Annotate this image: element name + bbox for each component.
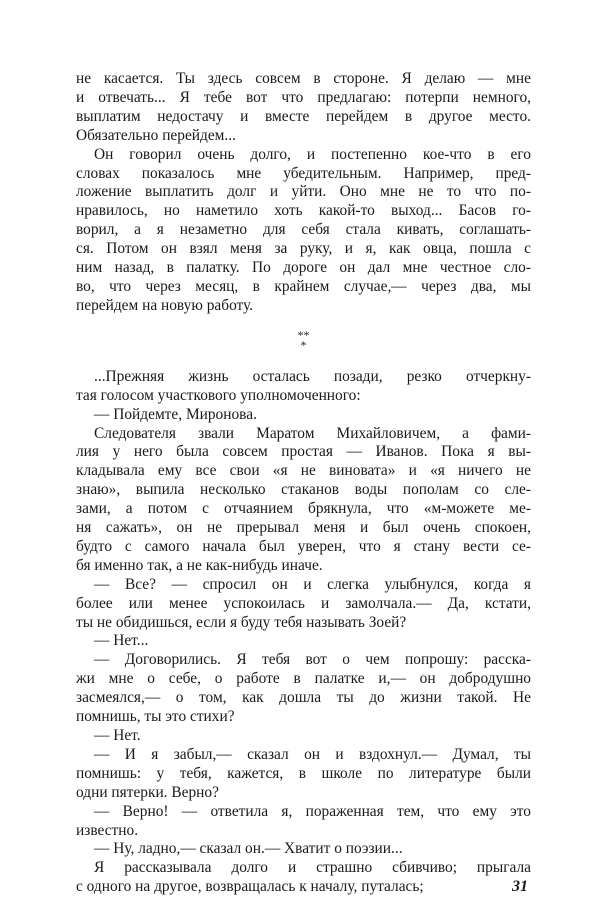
text-line: ня сажать», он не прерывал меня и был очень спокоен,	[76, 519, 531, 537]
text-line: и отвечать... Я тебе вот что предлагаю: потерпи немного,	[76, 88, 531, 106]
paragraph	[76, 727, 531, 746]
paragraph	[76, 632, 531, 651]
book-page	[76, 70, 531, 897]
text-line: известно.	[76, 821, 139, 839]
text-line: — Все? — спросил он и слегка улыбнулся, когда я	[94, 575, 531, 593]
paragraph	[76, 70, 531, 146]
text-line: жи мне о себе, о работе в палатке и,— он добродушно	[76, 670, 531, 688]
paragraph	[76, 146, 531, 316]
text-line: ним назад, в палатку. По дороге он дал мне честное сло-	[76, 259, 531, 277]
paragraph	[76, 368, 531, 406]
text-line: кладывала ему все свои «я не виновата» и «я ничего не	[76, 462, 531, 480]
paragraph	[76, 859, 531, 897]
text-block-top	[76, 70, 531, 316]
text-line: знаю», выпила несколько стаканов воды пополам со сле-	[76, 481, 531, 499]
text-line: одни пятерки. Верно?	[76, 783, 219, 801]
text-block-bottom	[76, 368, 531, 897]
text-line: засмеялся,— о том, как дошла ты до жизни такой. Не	[76, 689, 531, 707]
text-line: ты не обидишься, если я буду тебя называть Зоей?	[76, 613, 407, 631]
text-line: ...Прежняя жизнь осталась позади, резко отчеркну-	[94, 367, 531, 385]
text-line: — И я забыл,— сказал он и вздохнул.— Думал, ты	[94, 745, 531, 763]
text-line: зами, а потом с отчаянием брякнула, что «м-можете ме-	[76, 500, 531, 518]
paragraph	[76, 746, 531, 803]
text-line: не касается. Ты здесь совсем в стороне. Я делаю — мне	[76, 70, 531, 87]
paragraph	[76, 803, 531, 841]
text-line: — Верно! — ответила я, пораженная тем, что ему это	[94, 802, 531, 820]
text-line: бя именно так, а не как-нибудь иначе.	[76, 556, 323, 574]
text-line: помнишь: у тебя, кажется, в школе по литературе были	[76, 764, 531, 782]
text-line: словах показалось мне убедительным. Например, пред-	[76, 164, 531, 182]
text-line: Я рассказывала долго и страшно сбивчиво; прыгала	[94, 859, 531, 877]
separator-stars-bottom: *	[300, 337, 307, 352]
text-line: лия у него была совсем простая — Иванов. Пока я вы-	[76, 443, 531, 461]
text-line: — Договорились. Я тебя вот о чем попрошу: расска-	[94, 651, 531, 669]
text-line: выплатим недостачу и вместе перейдем в другое место.	[76, 107, 531, 125]
text-line: Обязательно перейдем...	[76, 126, 236, 144]
paragraph	[76, 840, 531, 859]
paragraph	[76, 406, 531, 425]
text-line: помнишь, ты это стихи?	[76, 708, 235, 726]
text-line: Он говорил очень долго, и постепенно кое-что в его	[94, 145, 531, 163]
text-line: более или менее успокоилась и замолчала.— Да, кстати,	[76, 594, 531, 612]
text-line: — Нет.	[94, 727, 141, 744]
separator-stars-top: **	[297, 327, 310, 342]
text-line: тая голосом участкового уполномоченного:	[76, 386, 361, 404]
text-line: ложение выплатить долг и уйти. Оно мне не то что по-	[76, 183, 531, 201]
text-line: с одного на другое, возвращалась к началу, путалась;	[76, 878, 424, 896]
text-line: ся. Потом он взял меня за руку, и я, как овца, пошла с	[76, 240, 531, 258]
text-line: — Нет...	[94, 632, 149, 650]
text-line: ворил, а я незаметно для себя стала кивать, соглашать-	[76, 221, 531, 239]
text-line: нравилось, но наметило хоть какой-то выход... Басов го-	[76, 202, 531, 220]
text-line: — Пойдемте, Миронова.	[94, 405, 257, 423]
text-line: перейдем на новую работу.	[76, 296, 254, 314]
text-line: будто с самого начала был уверен, что я стану вести се-	[76, 537, 531, 555]
text-line: во, что через месяц, в крайнем случае,— через два, мы	[76, 277, 531, 295]
paragraph	[76, 425, 531, 576]
page-number: 31	[512, 878, 528, 895]
text-line: Следователя звали Маратом Михайловичем, а фами-	[94, 424, 531, 442]
section-separator	[76, 327, 531, 352]
text-line: — Ну, ладно,— сказал он.— Хватит о поэзии...	[94, 840, 403, 858]
paragraph	[76, 576, 531, 633]
paragraph	[76, 651, 531, 727]
